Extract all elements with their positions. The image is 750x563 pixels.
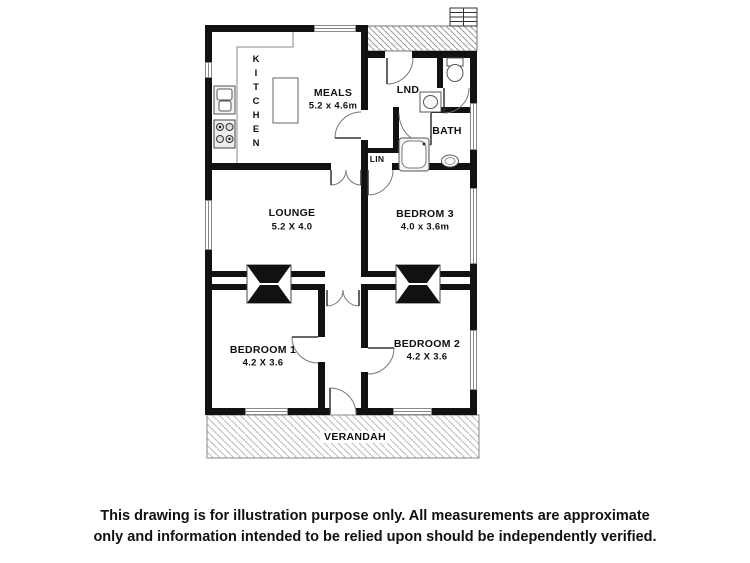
door-bedroom2 xyxy=(368,348,394,374)
room-label-bedroom2: BEDROOM 2 xyxy=(393,338,461,350)
window-kitchen-left xyxy=(206,63,212,78)
door-lounge-hall-double xyxy=(327,290,359,306)
room-label-lounge: LOUNGE xyxy=(268,207,316,219)
door-meals-hall xyxy=(335,112,361,138)
disclaimer xyxy=(0,506,750,548)
disclaimer-line-2: only and information intended to be relied upon should be independently verified. xyxy=(93,529,657,545)
bathtub-symbol xyxy=(399,138,429,171)
stove-symbol xyxy=(214,120,235,148)
door-bedroom3 xyxy=(368,170,393,195)
room-dims-bedroom2: 4.2 X 3.6 xyxy=(406,351,448,363)
window-bath-right xyxy=(471,104,477,150)
window-bedroom1-bottom xyxy=(246,409,288,415)
window-top-meals xyxy=(315,26,356,32)
room-label-bath: BATH xyxy=(432,125,462,137)
basin-symbol xyxy=(442,155,459,167)
window-bedroom2-right xyxy=(471,331,477,390)
room-dims-meals: 5.2 x 4.6m xyxy=(308,100,358,112)
room-label-linen: LIN xyxy=(369,154,385,164)
steps-symbol xyxy=(450,8,477,26)
window-bedroom3-right xyxy=(471,189,477,264)
room-label-laundry: LND xyxy=(396,84,420,96)
disclaimer-line-1: This drawing is for illustration purpose only. All measurements are approximate xyxy=(100,508,650,524)
room-label-kitchen: KITCHEN xyxy=(250,54,262,152)
fireplace-lounge-bed1-symbol xyxy=(247,265,291,303)
room-label-bedroom1: BEDROOM 1 xyxy=(229,344,297,356)
room-dims-bedroom1: 4.2 X 3.6 xyxy=(242,357,284,369)
window-bedroom2-bottom xyxy=(394,409,432,415)
room-label-meals: MEALS xyxy=(313,87,353,99)
room-dims-bedroom3: 4.0 x 3.6m xyxy=(400,221,450,233)
laundry-trough-symbol xyxy=(420,92,441,112)
door-meals-lounge-french xyxy=(331,170,361,185)
kitchen-sink-symbol xyxy=(214,86,235,114)
room-label-bedroom3: BEDROM 3 xyxy=(396,208,454,220)
fireplace-bed3-bed2-symbol xyxy=(396,265,440,303)
toilet-symbol xyxy=(447,58,463,82)
door-front-entry xyxy=(330,388,356,414)
room-label-verandah: VERANDAH xyxy=(320,431,390,443)
porch-hatch xyxy=(365,26,477,51)
room-dims-lounge: 5.2 X 4.0 xyxy=(271,221,313,233)
kitchen-island xyxy=(273,78,298,123)
door-porch-laundry xyxy=(387,58,413,84)
window-lounge-left xyxy=(206,201,212,250)
